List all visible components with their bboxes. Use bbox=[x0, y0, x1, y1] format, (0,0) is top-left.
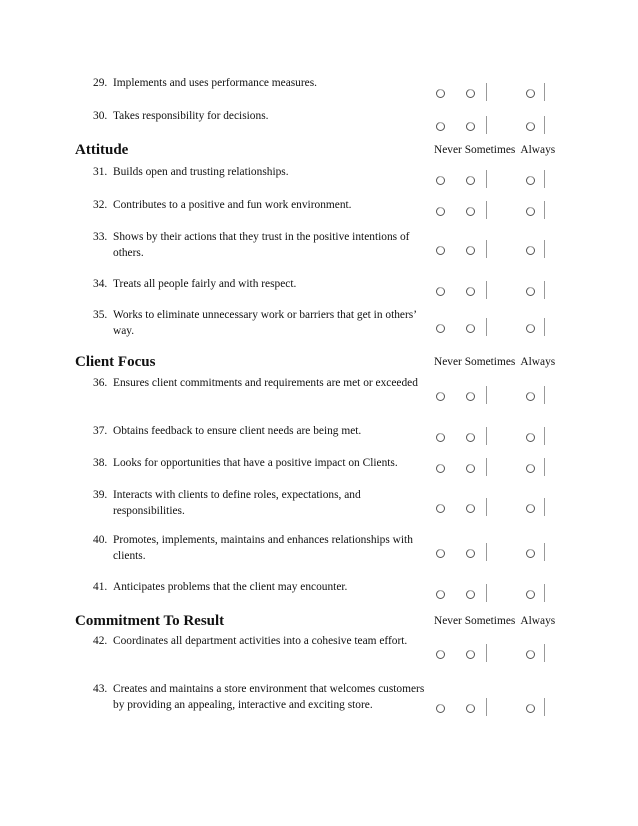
question-text: Contributes to a positive and fun work environment. bbox=[113, 199, 352, 211]
question-number: 40. bbox=[93, 534, 108, 546]
option-divider bbox=[486, 427, 487, 445]
radio-always[interactable] bbox=[526, 392, 535, 401]
question-32 bbox=[93, 197, 427, 213]
rating-options-32 bbox=[436, 201, 556, 221]
question-text: Implements and uses performance measures. bbox=[113, 77, 318, 89]
question-number: 36. bbox=[93, 377, 108, 389]
rating-options-41 bbox=[436, 584, 556, 604]
radio-always[interactable] bbox=[526, 246, 535, 255]
radio-sometimes[interactable] bbox=[466, 324, 475, 333]
option-divider bbox=[486, 386, 487, 404]
question-text: Treats all people fairly and with respect. bbox=[113, 278, 297, 290]
radio-always[interactable] bbox=[526, 122, 535, 131]
radio-sometimes[interactable] bbox=[466, 650, 475, 659]
option-divider bbox=[544, 281, 545, 299]
question-text: Coordinates all department activities into a cohesive team effort. bbox=[113, 635, 408, 647]
radio-always[interactable] bbox=[526, 287, 535, 296]
rating-options-31 bbox=[436, 170, 556, 190]
radio-never[interactable] bbox=[436, 504, 445, 513]
option-divider bbox=[544, 386, 545, 404]
question-35 bbox=[93, 307, 427, 339]
scale-sometimes-label: Sometimes bbox=[464, 144, 516, 156]
rating-scale-labels bbox=[434, 615, 555, 627]
radio-never[interactable] bbox=[436, 704, 445, 713]
question-text: Ensures client commitments and requirements are met or exceeded bbox=[113, 377, 418, 389]
question-number: 43. bbox=[93, 683, 108, 695]
scale-never-label: Never bbox=[434, 356, 462, 368]
rating-options-43 bbox=[436, 698, 556, 718]
question-number: 38. bbox=[93, 457, 108, 469]
question-number: 33. bbox=[93, 231, 108, 243]
radio-always[interactable] bbox=[526, 590, 535, 599]
radio-never[interactable] bbox=[436, 392, 445, 401]
radio-never[interactable] bbox=[436, 246, 445, 255]
option-divider bbox=[486, 644, 487, 662]
radio-always[interactable] bbox=[526, 324, 535, 333]
section-heading-client-focus: Client Focus bbox=[75, 354, 156, 370]
question-text: Promotes, implements, maintains and enhances relationships with clients. bbox=[113, 534, 413, 562]
question-number: 29. bbox=[93, 77, 108, 89]
radio-never[interactable] bbox=[436, 650, 445, 659]
radio-never[interactable] bbox=[436, 207, 445, 216]
question-number: 35. bbox=[93, 309, 108, 321]
option-divider bbox=[544, 644, 545, 662]
radio-always[interactable] bbox=[526, 504, 535, 513]
question-43 bbox=[93, 681, 427, 713]
radio-never[interactable] bbox=[436, 433, 445, 442]
question-number: 30. bbox=[93, 110, 108, 122]
question-text: Looks for opportunities that have a positive impact on Clients. bbox=[113, 457, 398, 469]
question-38 bbox=[93, 455, 427, 471]
radio-never[interactable] bbox=[436, 549, 445, 558]
scale-always-label: Always bbox=[520, 615, 556, 627]
radio-sometimes[interactable] bbox=[466, 392, 475, 401]
question-text: Anticipates problems that the client may encounter. bbox=[113, 581, 348, 593]
option-divider bbox=[486, 170, 487, 188]
radio-never[interactable] bbox=[436, 464, 445, 473]
option-divider bbox=[544, 698, 545, 716]
radio-sometimes[interactable] bbox=[466, 246, 475, 255]
question-33 bbox=[93, 229, 427, 261]
option-divider bbox=[486, 116, 487, 134]
option-divider bbox=[544, 240, 545, 258]
option-divider bbox=[544, 427, 545, 445]
question-39 bbox=[93, 487, 427, 519]
option-divider bbox=[544, 170, 545, 188]
scale-always-label: Always bbox=[520, 356, 556, 368]
question-40 bbox=[93, 532, 427, 564]
radio-sometimes[interactable] bbox=[466, 549, 475, 558]
question-31 bbox=[93, 164, 427, 180]
radio-never[interactable] bbox=[436, 89, 445, 98]
section-heading-commitment: Commitment To Result bbox=[75, 613, 225, 629]
option-divider bbox=[544, 458, 545, 476]
question-41 bbox=[93, 579, 427, 595]
question-text: Shows by their actions that they trust in the positive intentions of others. bbox=[113, 231, 410, 259]
scale-never-label: Never bbox=[434, 144, 462, 156]
radio-always[interactable] bbox=[526, 704, 535, 713]
question-text: Interacts with clients to define roles, expectations, and responsibilities. bbox=[113, 489, 361, 517]
radio-never[interactable] bbox=[436, 122, 445, 131]
question-number: 37. bbox=[93, 425, 108, 437]
option-divider bbox=[486, 201, 487, 219]
radio-sometimes[interactable] bbox=[466, 89, 475, 98]
radio-always[interactable] bbox=[526, 433, 535, 442]
option-divider bbox=[486, 698, 487, 716]
option-divider bbox=[486, 83, 487, 101]
radio-sometimes[interactable] bbox=[466, 504, 475, 513]
question-36 bbox=[93, 375, 427, 391]
radio-never[interactable] bbox=[436, 287, 445, 296]
rating-scale-labels bbox=[434, 356, 555, 368]
rating-options-38 bbox=[436, 458, 556, 478]
rating-scale-labels bbox=[434, 144, 555, 156]
question-number: 42. bbox=[93, 635, 108, 647]
radio-never[interactable] bbox=[436, 324, 445, 333]
option-divider bbox=[544, 498, 545, 516]
option-divider bbox=[486, 240, 487, 258]
option-divider bbox=[544, 584, 545, 602]
question-34 bbox=[93, 276, 427, 292]
question-number: 34. bbox=[93, 278, 108, 290]
section-heading-attitude: Attitude bbox=[75, 142, 129, 158]
option-divider bbox=[486, 458, 487, 476]
radio-sometimes[interactable] bbox=[466, 122, 475, 131]
radio-always[interactable] bbox=[526, 176, 535, 185]
rating-options-35 bbox=[436, 318, 556, 338]
question-text: Creates and maintains a store environment that welcomes customers by providing an appealing, interactive and exciting store. bbox=[113, 683, 425, 711]
option-divider bbox=[486, 543, 487, 561]
option-divider bbox=[486, 281, 487, 299]
question-text: Builds open and trusting relationships. bbox=[113, 166, 289, 178]
option-divider bbox=[544, 83, 545, 101]
radio-always[interactable] bbox=[526, 207, 535, 216]
rating-options-34 bbox=[436, 281, 556, 301]
option-divider bbox=[544, 116, 545, 134]
rating-options-29 bbox=[436, 83, 556, 103]
rating-options-30 bbox=[436, 116, 556, 136]
radio-sometimes[interactable] bbox=[466, 433, 475, 442]
radio-sometimes[interactable] bbox=[466, 590, 475, 599]
option-divider bbox=[544, 318, 545, 336]
radio-always[interactable] bbox=[526, 464, 535, 473]
radio-sometimes[interactable] bbox=[466, 287, 475, 296]
question-number: 32. bbox=[93, 199, 108, 211]
option-divider bbox=[544, 201, 545, 219]
question-number: 41. bbox=[93, 581, 108, 593]
radio-never[interactable] bbox=[436, 590, 445, 599]
rating-options-36 bbox=[436, 386, 556, 406]
question-30 bbox=[93, 108, 427, 124]
rating-options-40 bbox=[436, 543, 556, 563]
radio-sometimes[interactable] bbox=[466, 464, 475, 473]
radio-always[interactable] bbox=[526, 89, 535, 98]
rating-options-42 bbox=[436, 644, 556, 664]
question-37 bbox=[93, 423, 427, 439]
radio-sometimes[interactable] bbox=[466, 207, 475, 216]
question-number: 31. bbox=[93, 166, 108, 178]
question-text: Takes responsibility for decisions. bbox=[113, 110, 269, 122]
option-divider bbox=[486, 498, 487, 516]
scale-sometimes-label: Sometimes bbox=[464, 615, 516, 627]
question-text: Works to eliminate unnecessary work or barriers that get in others’ way. bbox=[113, 309, 417, 337]
radio-always[interactable] bbox=[526, 650, 535, 659]
scale-always-label: Always bbox=[520, 144, 556, 156]
option-divider bbox=[486, 584, 487, 602]
radio-always[interactable] bbox=[526, 549, 535, 558]
option-divider bbox=[544, 543, 545, 561]
scale-never-label: Never bbox=[434, 615, 462, 627]
radio-never[interactable] bbox=[436, 176, 445, 185]
rating-options-39 bbox=[436, 498, 556, 518]
question-29 bbox=[93, 75, 427, 91]
radio-sometimes[interactable] bbox=[466, 704, 475, 713]
question-42 bbox=[93, 633, 427, 649]
radio-sometimes[interactable] bbox=[466, 176, 475, 185]
question-number: 39. bbox=[93, 489, 108, 501]
rating-options-37 bbox=[436, 427, 556, 447]
question-text: Obtains feedback to ensure client needs are being met. bbox=[113, 425, 362, 437]
scale-sometimes-label: Sometimes bbox=[464, 356, 516, 368]
option-divider bbox=[486, 318, 487, 336]
rating-options-33 bbox=[436, 240, 556, 260]
